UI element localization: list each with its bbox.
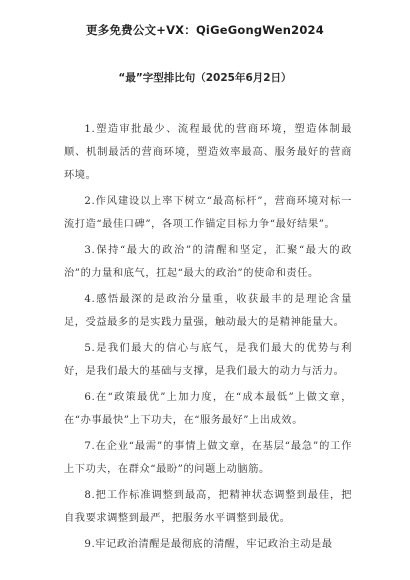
- document-title: “最”字型排比句（2025年6月2日）: [118, 72, 292, 84]
- paragraph: 4.感悟最深的是政治分量重，收获最丰的是理论含量足，受益最多的是实践力量强，触动最大的是精神能量大。: [64, 294, 352, 328]
- paragraph: 9.牢记政治清醒是最彻底的清醒，牢记政治主动是最: [84, 539, 333, 550]
- paragraph: 3.保持“最大的政治”的清醒和坚定，汇聚“最大的政治”的力量和底气，扛起“最大的政治”的使命和责任。: [64, 245, 352, 279]
- paragraph: 5.是我们最大的信心与底气，是我们最大的优势与利好，是我们最大的基础与支撑，是我们最大的动力与活力。: [64, 343, 352, 377]
- paragraph: 8.把工作标准调整到最高，把精神状态调整到最佳，把自我要求调整到最严，把服务水平调整到最优。: [64, 490, 352, 524]
- paragraph: 2.作风建设以上率下树立“最高标杆”，营商环境对标一流打造“最佳口碑”，各项工作锚定目标力争“最好结果”。: [64, 196, 352, 230]
- document-body: [64, 118, 352, 559]
- paragraph: 6.在“政策最优”上加力度，在“成本最低”上做文章，在“办事最快”上下功夫，在“服务最好”上出成效。: [64, 392, 352, 426]
- paragraph: 7.在企业“最需”的事情上做文章，在基层“最急”的工作上下功夫，在群众“最盼”的问题上动脑筋。: [64, 441, 352, 475]
- paragraph: 1.塑造审批最少、流程最优的营商环境，塑造体制最顺、机制最活的营商环境，塑造效率最高、服务最好的营商环境。: [64, 124, 352, 181]
- header-watermark: 更多免费公文+VX：QiGeGongWen2024: [86, 23, 324, 37]
